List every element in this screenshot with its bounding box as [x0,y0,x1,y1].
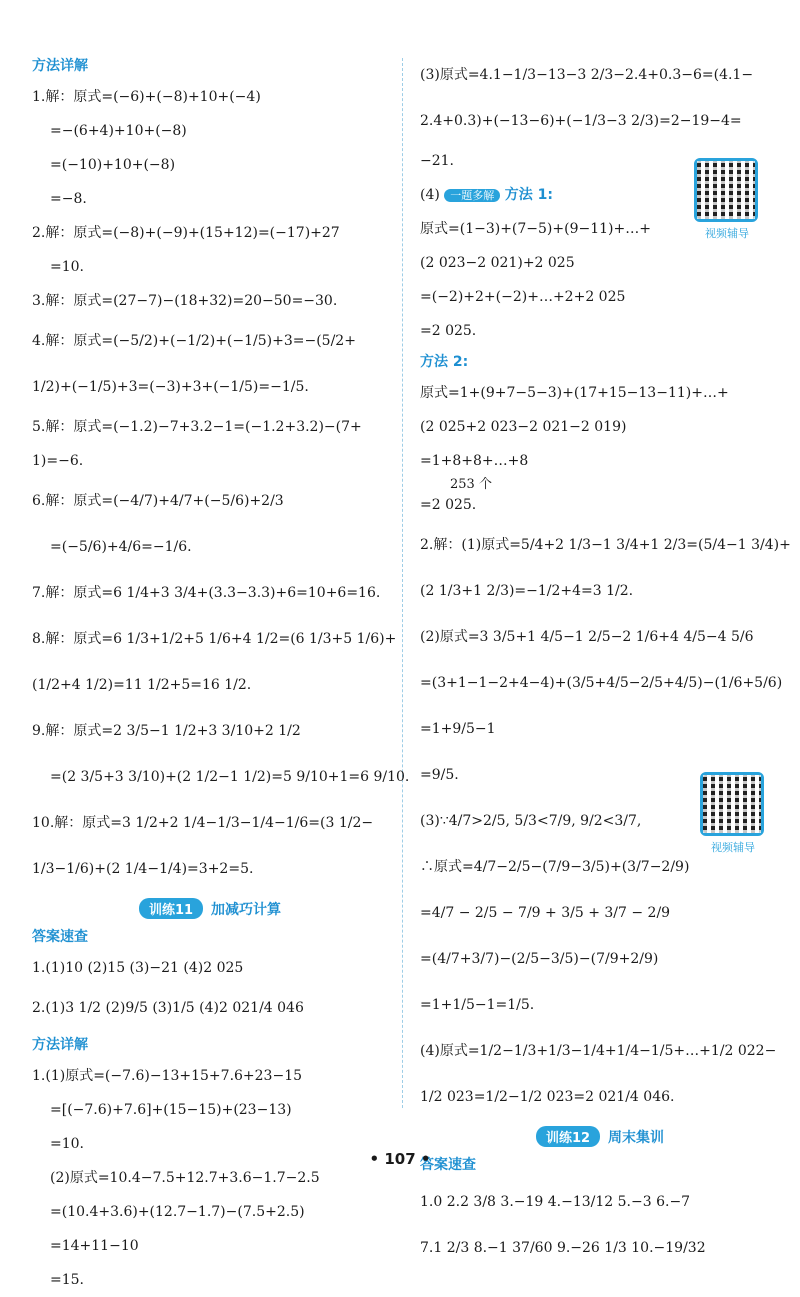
solution-4-line-2: (2 023−2 021)+2 025 [420,255,575,271]
solution-3-line-3: −21. [420,153,454,169]
solution-10-line-2: 1/3−1/6)+(2 1/4−1/4)=3+2=5. [32,861,254,877]
solution-2-line-1: 2.解：原式=(−8)+(−9)+(15+12)=(−17)+27 [32,225,340,241]
q2-line-8: ∴原式=4/7−2/5−(7/9−3/5)+(3/7−2/9) [420,859,690,875]
method-2-line-3: =14+11−10 [50,1238,139,1254]
section-heading-method-2: 方法详解 [32,1037,88,1053]
solution-8-line-2: (1/2+4 1/2)=11 1/2+5=16 1/2. [32,677,252,693]
method-1-line-1: 1.(1)原式=(−7.6)−13+15+7.6+23−15 [32,1068,303,1084]
training-11-banner [32,898,388,919]
method-1-line-2: =[(−7.6)+7.6]+(15−15)+(23−13) [50,1102,292,1118]
solution-1-line-4: =−8. [50,191,87,207]
solution-4-line-7 [420,444,780,492]
solution-3-line-2: 2.4+0.3)+(−13−6)+(−1/3−3 2/3)=2−19−4= [420,113,742,129]
q2-line-2: (2 1/3+1 2/3)=−1/2+4=3 1/2. [420,583,634,599]
method-2-line-2: =(10.4+3.6)+(12.7−1.7)−(7.5+2.5) [50,1204,305,1220]
solution-1-line-3: =(−10)+10+(−8) [50,157,176,173]
solution-4-line-2: 1/2)+(−1/5)+3=(−3)+3+(−1/5)=−1/5. [32,379,309,395]
q2-line-4: =(3+1−1−2+4−4)+(3/5+4/5−2/5+4/5)−(1/6+5/6) [420,675,783,691]
answers-row-1: 1.0 2.2 3/8 3.−19 4.−13/12 5.−3 6.−7 [420,1194,691,1210]
method-1-line-3: =10. [50,1136,84,1152]
section-heading-answers: 答案速查 [32,929,88,945]
solution-4-line-8: =2 025. [420,497,477,513]
solution-6-line-2: =(−5/6)+4/6=−1/6. [50,539,192,555]
q2-line-13: 1/2 023=1/2−1/2 023=2 021/4 046. [420,1089,675,1105]
q2-line-7: (3)∵4/7>2/5, 5/3<7/9, 9/2<3/7, [420,813,642,829]
solution-10-line-1: 10.解：原式=3 1/2+2 1/4−1/3−1/4−1/6=(3 1/2− [32,815,374,831]
solution-8-line-1: 8.解：原式=6 1/3+1/2+5 1/6+4 1/2=(6 1/3+5 1/6)+ [32,631,397,647]
answer-2: 2.(1)3 1/2 (2)9/5 (3)1/5 (4)2 021/4 046 [32,1000,304,1016]
training-12-title: 周末集训 [608,1129,665,1146]
solution-4-line-5: 原式=1+(9+7−5−3)+(17+15−13−11)+…+ [420,385,729,401]
brace-sum-expression: =1+8+8+…+8 [420,453,529,469]
qr-code-icon [694,158,758,222]
answer-1: 1.(1)10 (2)15 (3)−21 (4)2 025 [32,960,244,976]
q2-line-9: =4/7 − 2/5 − 7/9 + 3/5 + 3/7 − 2/9 [420,905,671,921]
method-1-label: 方法 1: [504,187,553,203]
solution-7: 7.解：原式=6 1/4+3 3/4+(3.3−3.3)+6=10+6=16. [32,585,381,601]
training-12-badge: 训练12 [536,1126,600,1147]
brace-count-label: 253 个 [450,477,492,492]
q2-line-11: =1+1/5−1=1/5. [420,997,535,1013]
section-heading-method: 方法详解 [32,58,88,74]
method-2-line-1: (2)原式=10.4−7.5+12.7+3.6−1.7−2.5 [50,1170,320,1186]
q2-line-1: 2.解：(1)原式=5/4+2 1/3−1 3/4+1 2/3=(5/4−1 3/4)+ [420,537,791,553]
solution-9-line-2: =(2 3/5+3 3/10)+(2 1/2−1 1/2)=5 9/10+1=6 9/10. [50,769,410,785]
section-heading-answers-right: 答案速查 [420,1157,476,1173]
training-12-banner [420,1126,780,1147]
solution-4-line-1: 4.解：原式=(−5/2)+(−1/2)+(−1/5)+3=−(5/2+ [32,333,356,349]
solution-5-line-2: 1)=−6. [32,453,84,469]
solution-2-line-2: =10. [50,259,84,275]
solution-6-line-1: 6.解：原式=(−4/7)+4/7+(−5/6)+2/3 [32,493,284,509]
solution-1-line-1: 1.解：原式=(−6)+(−8)+10+(−4) [32,89,261,105]
q2-line-6: =9/5. [420,767,459,783]
solution-3: 3.解：原式=(27−7)−(18+32)=20−50=−30. [32,293,338,309]
training-11-badge: 训练11 [139,898,203,919]
solution-9-line-1: 9.解：原式=2 3/5−1 1/2+3 3/10+2 1/2 [32,723,301,739]
method-2-label: 方法 2: [420,354,469,370]
q2-line-5: =1+9/5−1 [420,721,496,737]
page-number: • 107 • [369,1150,431,1168]
q2-line-3: (2)原式=3 3/5+1 4/5−1 2/5−2 1/6+4 4/5−4 5/6 [420,629,754,645]
qr-label: 视频辅导 [705,227,749,240]
solution-3-line-1: (3)原式=4.1−1/3−13−3 2/3−2.4+0.3−6=(4.1− [420,67,754,83]
solution-5-line-1: 5.解：原式=(−1.2)−7+3.2−1=(−1.2+3.2)−(7+ [32,419,362,435]
solution-4-line-1: 原式=(1−3)+(7−5)+(9−11)+…+ [420,221,651,237]
qr-code-video-1[interactable] [694,158,760,241]
brace-sum [420,444,529,492]
q2-line-12: (4)原式=1/2−1/3+1/3−1/4+1/4−1/5+…+1/2 022− [420,1043,777,1059]
answers-row-2: 7.1 2/3 8.−1 37/60 9.−26 1/3 10.−19/32 [420,1240,706,1256]
method-2-line-4: =15. [50,1272,84,1288]
column-divider [402,58,403,1108]
qr-code-video-2[interactable] [700,772,766,855]
solution-4-line-4: =2 025. [420,323,477,339]
solution-4-line-3: =(−2)+2+(−2)+…+2+2 025 [420,289,626,305]
training-11-title: 加减巧计算 [211,901,282,918]
multi-solution-tag: 一题多解 [444,189,500,202]
solution-4-prefix: (4) [420,187,440,203]
solution-4-line-6: (2 025+2 023−2 021−2 019) [420,419,627,435]
q2-line-10: =(4/7+3/7)−(2/5−3/5)−(7/9+2/9) [420,951,659,967]
qr-label: 视频辅导 [711,841,755,854]
qr-code-icon [700,772,764,836]
solution-1-line-2: =−(6+4)+10+(−8) [50,123,187,139]
